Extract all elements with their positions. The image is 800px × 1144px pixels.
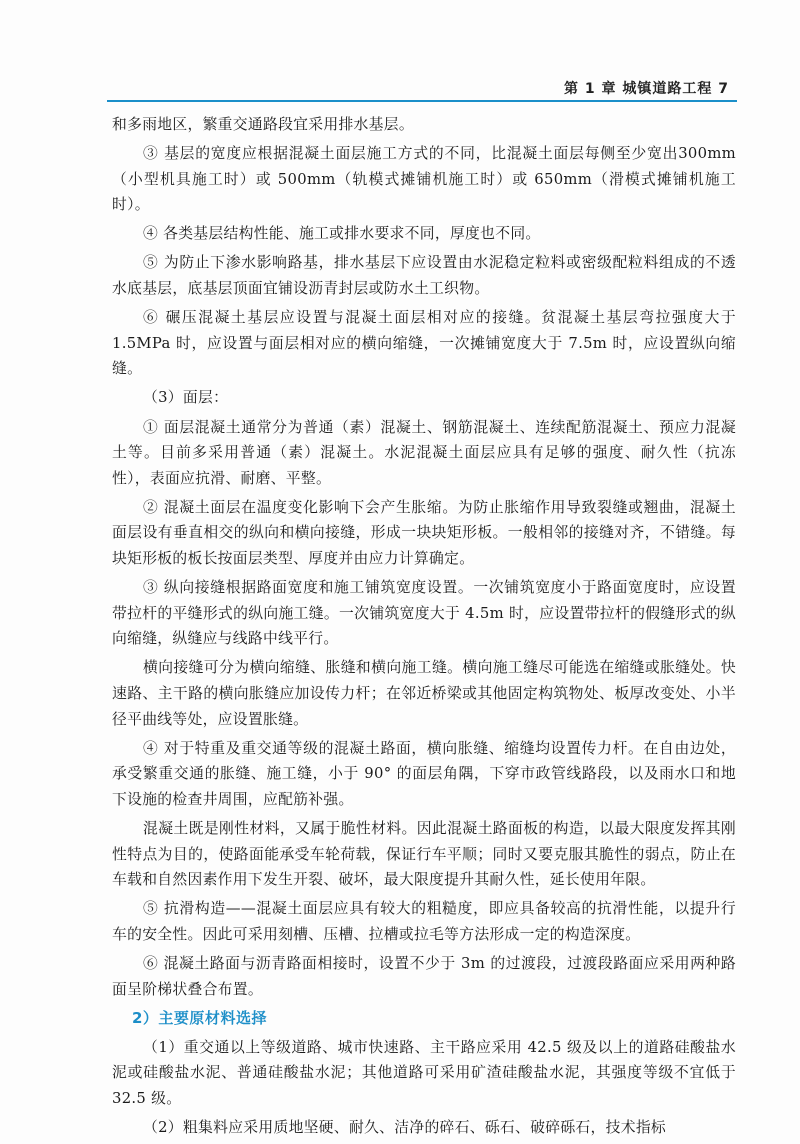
paragraph-2: ③ 基层的宽度应根据混凝土面层施工方式的不同，比混凝土面层每侧至少宽出300mm（小型机具施工时）或 500mm（轨模式摊铺机施工时）或 650mm（滑模式摊铺机施工时）。 [112,145,736,214]
page-body [112,112,736,1144]
paragraph-11: ④ 对于特重及重交通等级的混凝土路面，横向胀缝、缩缝均设置传力杆。在自由边处，承受繁重交通的胀缝、施工缝，小于 90° 的面层角隅，下穿市政管线路段，以及雨水口和地下设施的检查井周围，应配筋补强。 [112,739,736,808]
paragraph-5: ⑥ 碾压混凝土基层应设置与混凝土面层相对应的接缝。贫混凝土基层弯拉强度大于 1.5MPa 时，应设置与面层相对应的横向缩缝，一次摊铺宽度大于 7.5m 时，应设置纵向缩缝。 [112,309,736,378]
paragraph-4: ⑤ 为防止下渗水影响路基，排水基层下应设置由水泥稳定粒料或密级配粒料组成的不透水底基层，底基层顶面宜铺设沥青封层或防水土工织物。 [112,254,736,298]
chapter-heading: 第 1 章 城镇道路工程 7 [564,81,729,97]
paragraph-13: ⑤ 抗滑构造——混凝土面层应具有较大的粗糙度，即应具备较高的抗滑性能，以提升行车的安全性。因此可采用刻槽、压槽、拉槽或拉毛等方法形成一定的构造深度。 [112,900,736,943]
running-header [107,76,737,100]
section2-paragraph-2: （2）粗集料应采用质地坚硬、耐久、洁净的碎石、砾石、破碎砾石，技术指标 [143,1118,667,1136]
section2-paragraph-1: （1）重交通以上等级道路、城市快速路、主干路应采用 42.5 级及以上的道路硅酸盐水泥或硅酸盐水泥、普通硅酸盐水泥；其他道路可采用矿渣硅酸盐水泥，其强度等级不宜低于 32.5 级。 [112,1038,736,1107]
paragraph-12: 混凝土既是刚性材料，又属于脆性材料。因此混凝土路面板的构造，以最大限度发挥其刚性特点为目的，使路面能承受车轮荷载，保证行车平顺；同时又要克服其脆性的弱点，防止在车载和自然因素作用下发生开裂、破坏，最大限度提升其耐久性，延长使用年限。 [112,819,736,889]
section-title: 2）主要原材料选择 [132,1008,267,1027]
paragraph-7: ① 面层混凝土通常分为普通（素）混凝土、钢筋混凝土、连续配筋混凝土、预应力混凝土等。目前多采用普通（素）混凝土。水泥混凝土面层应具有足够的强度、耐久性（抗冻性），表面应抗滑、耐磨、平整。 [112,418,736,487]
paragraph-8: ② 混凝土面层在温度变化影响下会产生胀缩。为防止胀缩作用导致裂缝或翘曲，混凝土面层设有垂直相交的纵向和横向接缝，形成一块块矩形板。一般相邻的接缝对齐，不错缝。每块矩形板的板长按面层类型、厚度并由应力计算确定。 [112,498,736,567]
paragraph-1: 和多雨地区，繁重交通路段宜采用排水基层。 [112,116,414,133]
paragraph-14: ⑥ 混凝土路面与沥青路面相接时，设置不少于 3m 的过渡段，过渡段路面应采用两种路面呈阶梯状叠合布置。 [112,954,736,998]
header-rule [107,100,737,102]
paragraph-3: ④ 各类基层结构性能、施工或排水要求不同，厚度也不同。 [143,225,541,243]
subheading-surface-layer: （3）面层： [143,389,229,407]
paragraph-9: ③ 纵向接缝根据路面宽度和施工铺筑宽度设置。一次铺筑宽度小于路面宽度时，应设置带拉杆的平缝形式的纵向施工缝。一次铺筑宽度大于 4.5m 时，应设置带拉杆的假缝形式的纵向缩缝，纵缝应与线路中线平行。 [112,579,736,648]
paragraph-10: 横向接缝可分为横向缩缝、胀缝和横向施工缝。横向施工缝尽可能选在缩缝或胀缝处。快速路、主干路的横向胀缝应加设传力杆；在邻近桥梁或其他固定构筑物处、板厚改变处、小半径平曲线等处，应设置胀缝。 [112,659,736,728]
